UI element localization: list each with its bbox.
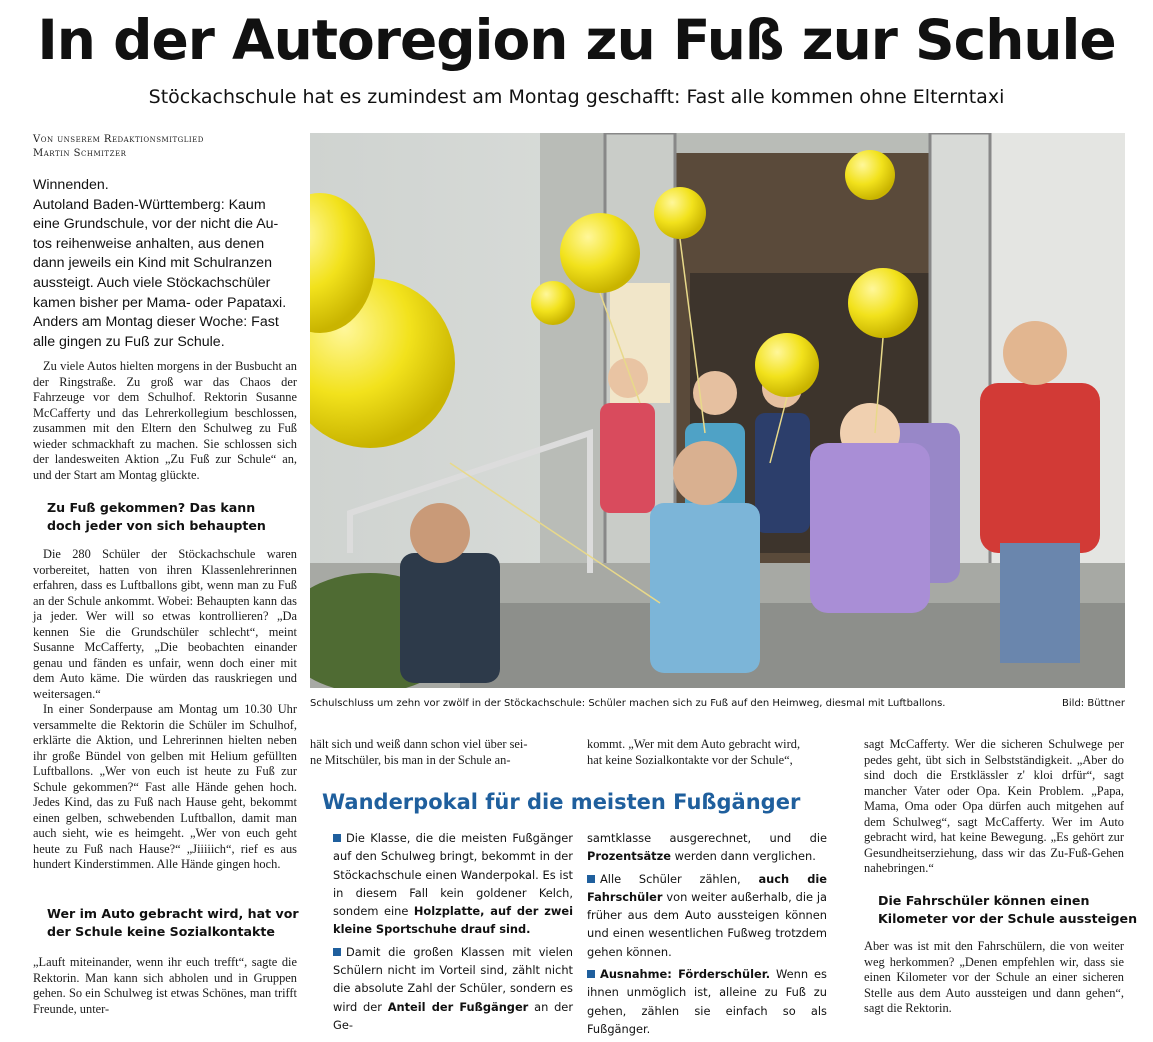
info-text-bold: Ausnahme: Förderschüler. bbox=[600, 967, 771, 982]
paragraph: sagt McCafferty. Wer die sicheren Schulwege per pedes geht, übt sich in Selbstständigkeit. „Aber do sind doch die Erstklässler z' kloi drfür“, sagt mancher Vater oder Opa. Kein Problem. „Papa, Mama, Oma oder Opa dürfen auch mitgehen auf dem Schulweg“, sagt McCafferty. Wer im Auto gebracht wird, hat keine Bewegung. „Es gehört zur Gesundheitserziehung, dass wir das Zu-Fuß-Gehen nahebringen.“ bbox=[864, 737, 1124, 875]
byline-line1: Von unserem Redaktionsmitglied bbox=[33, 134, 204, 145]
paragraph: In einer Sonderpause am Montag um 10.30 Uhr versammelte die Rektorin die Schüler im Schulhof, erklärte die Aktion, und Lehrerinnen hielten neben ihr große Bündel von gelben mit Helium gefüllten Luftballons. „Wer von euch ist heute zu Fuß zur Schule gekommen?“ Fast alle Hände gehen hoch. Jedes Kind, das zu Fuß nach Hause geht, bekommt einen gelben, schwebenden Luftballon, damit man auch sieht, wie es heimgeht. „Wer von euch geht heute zu Fuß nach Hause?“ „Jiiiiich“, rief es aus hundert Kinderstimmen. Alle Hände gingen hoch. bbox=[33, 702, 297, 871]
caption-text: Schulschluss um zehn vor zwölf in der Stöckachschule: Schüler machen sich zu Fuß auf den Heimweg, diesmal mit Luftballons. bbox=[310, 698, 946, 709]
paragraph: „Lauft miteinander, wenn ihr euch trefft“, sagte die Rektorin. Man kann sich abholen und in Gruppen gehen. So ein Schulweg ist etwas Schönes, man trifft Freunde, unter- bbox=[33, 955, 297, 1016]
paragraph: Aber was ist mit den Fahrschülern, die von weiter weg herkommen? „Denen empfehlen wir, dass sie einen Kilometer vor der Schule an einer sicheren Stelle aus dem Auto aussteigen und dann gehen“, sagt die Rektorin. bbox=[864, 939, 1124, 1015]
info-box bbox=[322, 790, 827, 814]
lead-line: dann jeweils ein Kind mit Schulranzen bbox=[33, 255, 272, 272]
continuation-line: ne Mitschüler, bis man in der Schule an- bbox=[310, 752, 511, 767]
column-2-continuation bbox=[310, 737, 568, 768]
subheadline: Stöckachschule hat es zumindest am Montag geschafft: Fast alle kommen ohne Elterntaxi bbox=[148, 86, 1005, 108]
subheading-line: Die Fahrschüler können einen bbox=[878, 893, 1090, 908]
info-item-4 bbox=[587, 965, 827, 1038]
info-box-right-column bbox=[587, 829, 827, 1042]
info-text: werden dann verglichen. bbox=[670, 849, 816, 864]
subheading-line: der Schule keine Sozialkontakte bbox=[47, 924, 275, 939]
article-photo bbox=[310, 133, 1125, 688]
bullet-square-icon bbox=[587, 970, 595, 978]
schoolchildren-balloons-photo bbox=[310, 133, 1125, 688]
column-1-paragraph-1 bbox=[33, 359, 297, 483]
info-text: von weiter außerhalb, die ja früher aus dem Auto aussteigen können und einen wesentlichen Fußweg trotzdem gehen können. bbox=[587, 889, 827, 959]
continuation-line: hält sich und weiß dann schon viel über sei- bbox=[310, 737, 528, 751]
info-box-title: Wanderpokal für die meisten Fußgänger bbox=[322, 790, 801, 814]
info-text-bold: Anteil der Fußgänger bbox=[387, 999, 529, 1014]
subheading-3 bbox=[864, 892, 1138, 928]
lead-line: tos reihenweise anhalten, aus denen bbox=[33, 235, 265, 252]
lead-paragraph bbox=[33, 176, 297, 352]
lead-line: aussteigt. Auch viele Stöckachschüler bbox=[33, 274, 271, 291]
continuation-line: hat keine Sozialkontakte vor der Schule“, bbox=[587, 752, 793, 767]
photo-caption bbox=[310, 698, 1125, 709]
subheading-line: Wer im Auto gebracht wird, hat vor bbox=[47, 906, 299, 921]
headline: In der Autoregion zu Fuß zur Schule bbox=[37, 8, 1116, 72]
subheading-line: Kilometer vor der Schule aussteigen bbox=[878, 911, 1138, 926]
column-4-paragraph-1 bbox=[864, 737, 1124, 877]
info-item-1 bbox=[333, 829, 573, 939]
info-text: Damit die großen Klassen mit vielen Schülern nicht im Vorteil sind, zählt nicht die absolute Zahl der Schüler, sondern es wird der bbox=[333, 944, 573, 1014]
info-text-bold: auch die Fahrschüler bbox=[587, 871, 827, 904]
column-3-continuation bbox=[587, 737, 847, 768]
info-text: an der Ge- bbox=[333, 999, 573, 1032]
info-text-bold: Prozentsätze bbox=[587, 849, 671, 864]
paragraph: Zu viele Autos hielten morgens in der Busbucht an der Ringstraße. Zu groß war das Chaos der Fahrzeuge vor dem Schulhof. Rektorin Susanne McCafferty und das Lehrerkollegium beschlossen, zusammen mit den Eltern den Schulweg zu Fuß wieder schmackhaft zu machen. Sie schlossen sich der landesweiten Aktion „Zu Fuß zur Schule“ an, und der Start am Montag glückte. bbox=[33, 359, 297, 482]
lead-line: eine Grundschule, vor der nicht die Au- bbox=[33, 216, 279, 233]
lead-line: kamen bisher per Mama- oder Papataxi. bbox=[33, 294, 287, 311]
bullet-square-icon bbox=[333, 834, 341, 842]
column-1-paragraph-4 bbox=[33, 955, 297, 1017]
bullet-square-icon bbox=[333, 948, 341, 956]
info-box-left-column bbox=[333, 829, 573, 1038]
subheading-2 bbox=[33, 905, 311, 941]
byline-author: Martin Schmitzer bbox=[33, 148, 127, 159]
info-text: Die Klasse, die die meisten Fußgänger auf den Schulweg bringt, bekommt in der Stöckachschule einen Wanderpokal. Es ist in diesem Fall kein goldener Kelch, sondem eine bbox=[333, 831, 573, 919]
info-text: samtklasse ausgerechnet, und die bbox=[587, 831, 827, 845]
info-text-bold: Holzplatte, auf der zwei kleine Sportschuhe drauf sind. bbox=[333, 904, 573, 937]
subheading-1 bbox=[33, 499, 311, 535]
info-text: Alle Schüler zählen, bbox=[600, 871, 759, 886]
byline bbox=[33, 133, 204, 161]
lead-line: Anders am Montag dieser Woche: Fast bbox=[33, 314, 279, 331]
photo-credit: Bild: Büttner bbox=[1062, 698, 1125, 709]
subheading-line: Zu Fuß gekommen? Das kann bbox=[47, 500, 256, 515]
dateline: Winnenden. bbox=[33, 177, 109, 193]
lead-line: alle gingen zu Fuß zur Schule. bbox=[33, 333, 225, 350]
column-1-paragraph-2 bbox=[33, 547, 297, 873]
continuation-line: kommt. „Wer mit dem Auto gebracht wird, bbox=[587, 737, 801, 751]
info-item-continued bbox=[587, 829, 827, 866]
column-4-paragraph-2 bbox=[864, 939, 1124, 1017]
info-text: Wenn es ihnen unmöglich ist, alleine zu Fuß zu gehen, zählen sie einfach so als Fußgänger. bbox=[587, 967, 827, 1036]
bullet-square-icon bbox=[587, 875, 595, 883]
paragraph: Die 280 Schüler der Stöckachschule waren vorbereitet, hatten von ihren Klassenlehrerinnen erfahren, dass es Luftballons gibt, wenn man zu Fuß an der Schule ankommt. Wobei: Behaupten kann das ja jeder. Wer will so etwas kontrollieren? „Da kennen Sie die Grundschüler schlecht“, meint Susanne McCafferty, „Die beobachten einander genau und fänden es unfair, wenn doch einer mit dem Auto käme. Die würden das rauskriegen und weitersagen.“ bbox=[33, 547, 297, 701]
lead-line: Autoland Baden-Württemberg: Kaum bbox=[33, 196, 266, 213]
subheading-line: doch jeder von sich behaupten bbox=[47, 518, 266, 533]
info-item-3 bbox=[587, 870, 827, 961]
